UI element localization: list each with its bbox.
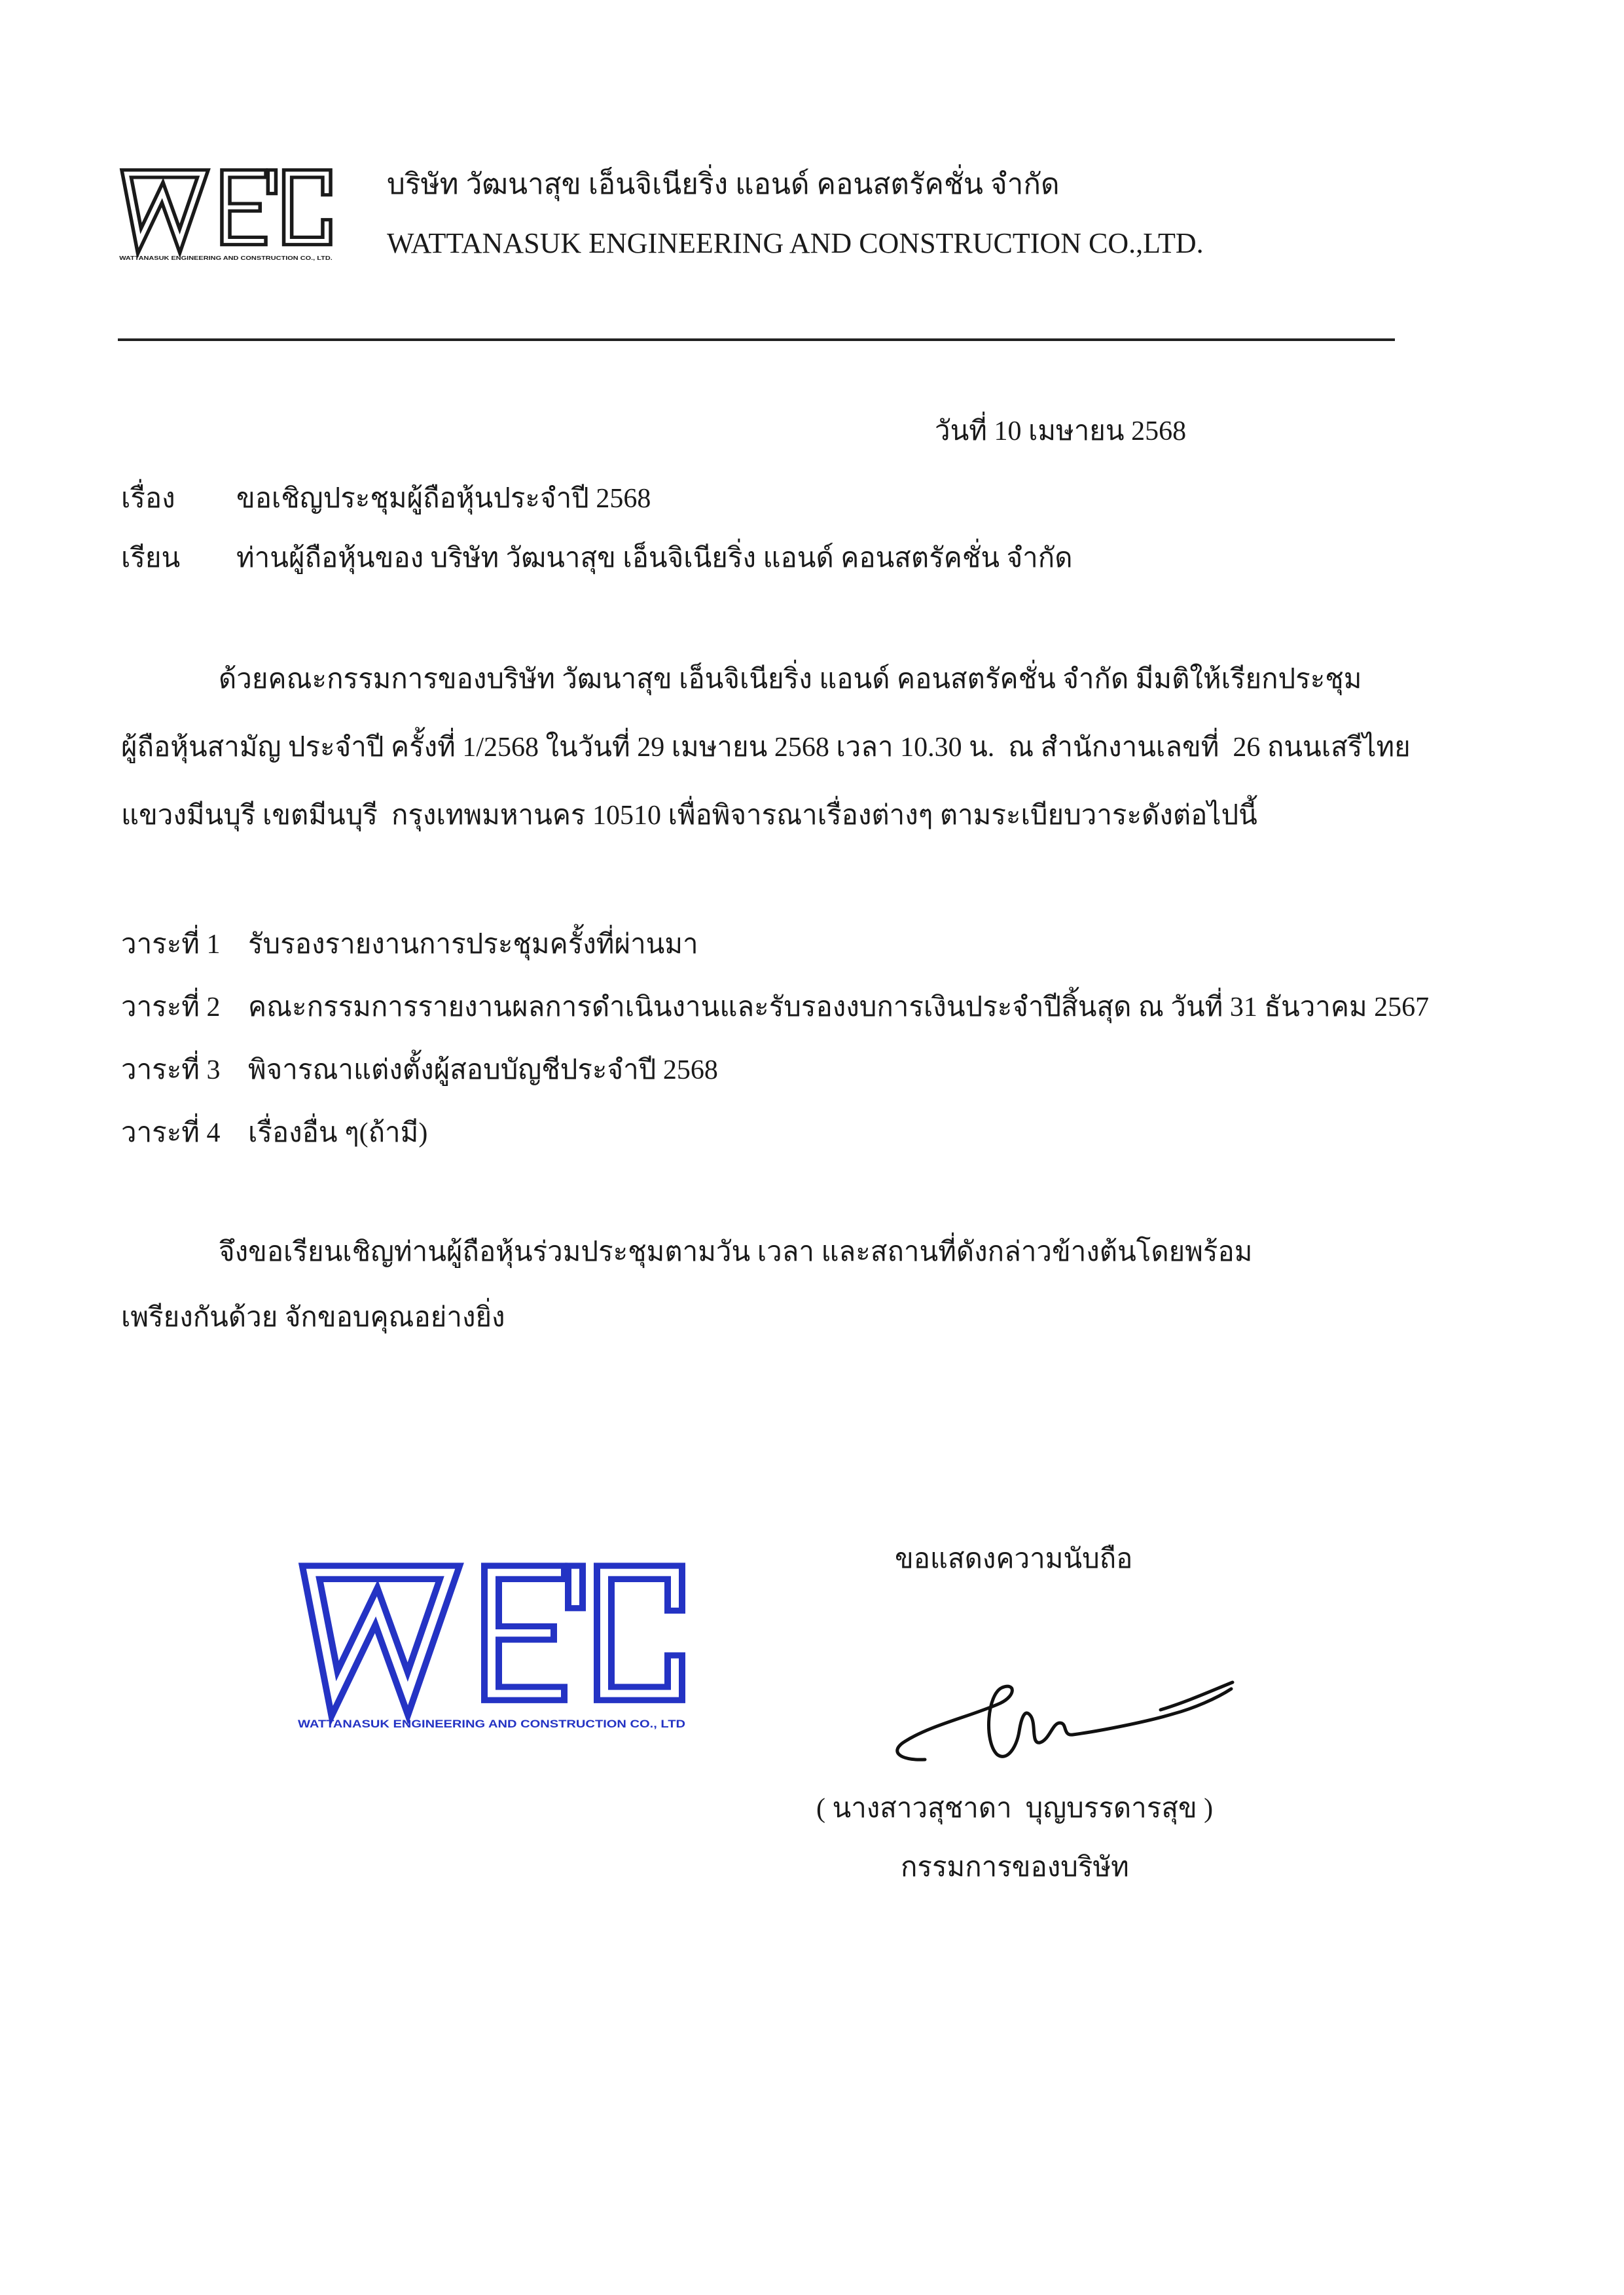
subject-label: เรื่อง (121, 484, 175, 514)
subject-value: ขอเชิญประชุมผู้ถือหุ้นประจำปี 2568 (236, 484, 651, 514)
company-name-english: WATTANASUK ENGINEERING AND CONSTRUCTION CO.,LTD. (387, 227, 1204, 259)
letter-date: วันที่ 10 เมษายน 2568 (935, 416, 1187, 446)
subject-row (121, 469, 1506, 529)
agenda-text: พิจารณาแต่งตั้งผู้สอบบัญชีประจำปี 2568 (248, 1055, 718, 1085)
agenda-text: คณะกรรมการรายงานผลการดำเนินงานและรับรองงบการเงินประจำปีสิ้นสุด ณ วันที่ 31 ธันวาคม 2567 (248, 992, 1430, 1022)
logo-letter-c (288, 173, 327, 241)
stamp-letter-c (604, 1572, 675, 1693)
letter-body (121, 469, 1506, 1350)
agenda-label: วาระที่ 1 (121, 930, 221, 960)
company-name-thai: บริษัท วัฒนาสุข เอ็นจิเนียริ่ง แอนด์ คอนสตรัคชั่น จำกัด (387, 168, 1060, 200)
signatory-position: กรรมการของบริษัท (901, 1852, 1129, 1883)
body-line: ผู้ถือหุ้นสามัญ ประจำปี ครั้งที่ 1/2568 ในวันที่ 29 เมษายน 2568 เวลา 10.30 น. ณ สำนักงานเลขที่ 26 ถนนเสรีไทย (121, 732, 1411, 763)
agenda-label: วาระที่ 3 (121, 1055, 221, 1085)
recipient-value: ท่านผู้ถือหุ้นของ บริษัท วัฒนาสุข เอ็นจิเนียริ่ง แอนด์ คอนสตรัคชั่น จำกัด (236, 543, 1073, 573)
agenda-item (121, 976, 1506, 1039)
stamp-tagline: WATTANASUK ENGINEERING AND CONSTRUCTION CO., LTD (298, 1717, 685, 1730)
agenda-item (121, 913, 1506, 976)
signature-stroke (897, 1682, 1233, 1760)
recipient-label: เรียน (121, 543, 181, 573)
agenda-label: วาระที่ 2 (121, 992, 221, 1022)
signature-image (886, 1663, 1239, 1767)
logo-tagline: WATTANASUK ENGINEERING AND CONSTRUCTION CO., LTD. (119, 255, 333, 261)
agenda-item (121, 1039, 1506, 1102)
body-line: แขวงมีนบุรี เขตมีนบุรี กรุงเทพมหานคร 10510 เพื่อพิจารณาเรื่องต่างๆ ตามระเบียบวาระดังต่อไปนี้ (121, 801, 1257, 831)
agenda-text: เรื่องอื่น ๆ(ถ้ามี) (248, 1118, 428, 1148)
closing-line: เพรียงกันด้วย จักขอบคุณอย่างยิ่ง (121, 1303, 505, 1333)
closing-line: จึงขอเรียนเชิญท่านผู้ถือหุ้นร่วมประชุมตามวัน เวลา และสถานที่ดังกล่าวข้างต้นโดยพร้อม (219, 1237, 1253, 1267)
agenda-label: วาระที่ 4 (121, 1118, 221, 1148)
agenda-list (121, 913, 1506, 1165)
closing-paragraph (121, 1220, 1506, 1350)
agenda-text: รับรองรายงานการประชุมครั้งที่ผ่านมา (248, 930, 698, 960)
agenda-item (121, 1102, 1506, 1165)
logo-letters-inner (126, 173, 327, 241)
signatory-name: ( นางสาวสุชาดา บุญบรรดารสุข ) (816, 1794, 1214, 1824)
recipient-row (121, 529, 1506, 588)
body-paragraph (121, 645, 1506, 850)
stamp-letters-inner (311, 1572, 675, 1693)
header-divider (118, 338, 1395, 341)
body-line: ด้วยคณะกรรมการของบริษัท วัฒนาสุข เอ็นจิเนียริ่ง แอนด์ คอนสตรัคชั่น จำกัด มีมติให้เรียกประชุม (219, 664, 1362, 695)
company-stamp (295, 1558, 688, 1735)
closing-salutation: ขอแสดงความนับถือ (895, 1544, 1133, 1574)
company-logo (118, 166, 334, 264)
